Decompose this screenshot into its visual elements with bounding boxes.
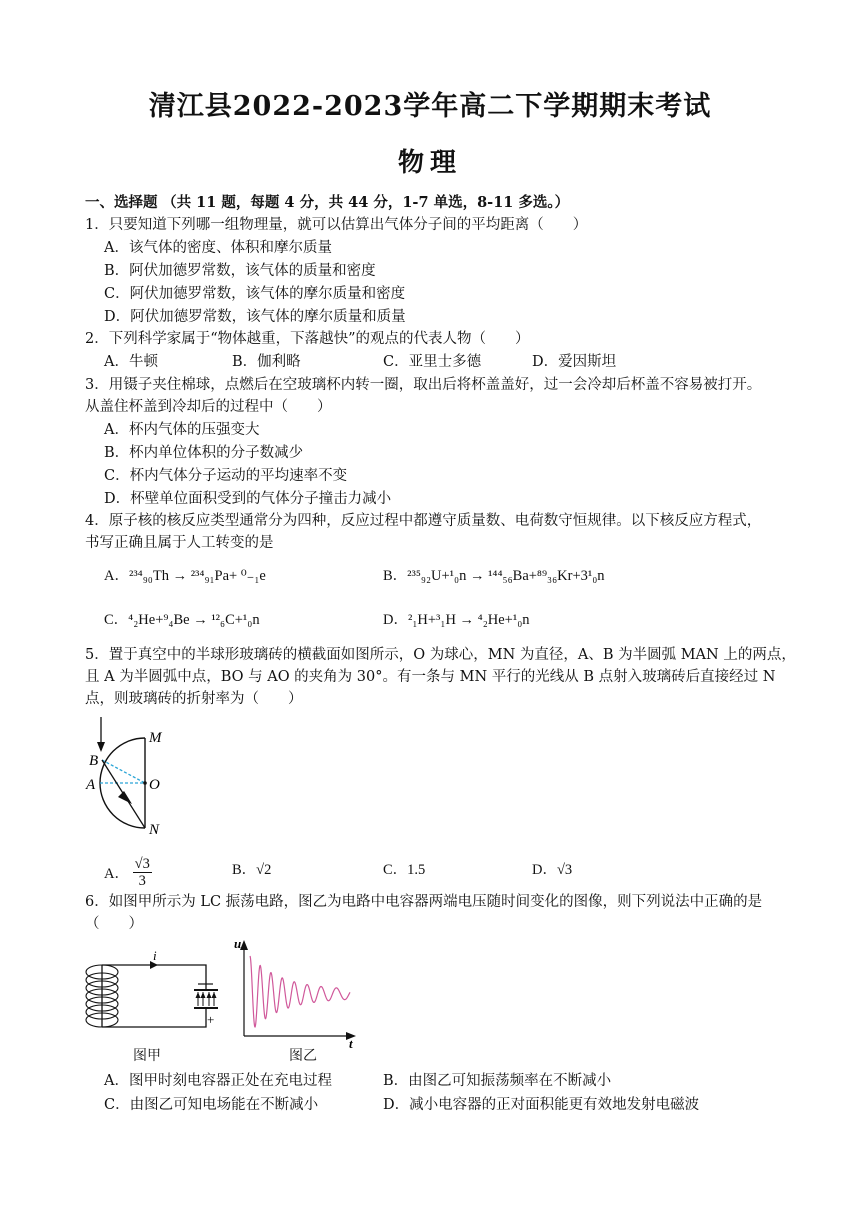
q3-option-c: C．杯内气体分子运动的平均速率不变 [104,468,348,484]
q5-option-c: C．1.5 [383,862,426,878]
q3-stem-line1: 3．用镊子夹住棉球，点燃后在空玻璃杯内转一圈，取出后将杯盖盖好，过一会冷却后杯盖不容易被打开。 [85,377,762,393]
q4-option-c-equation: ⁴₂He+⁹₄Be → ¹²₆C+¹₀n [128,612,260,628]
voltage-time-graph [232,936,362,1051]
label-o: O [149,777,160,793]
q3-option-d: D．杯壁单位面积受到的气体分子撞击力减小 [104,491,392,507]
q6-paren: （ ） [85,916,143,932]
q6-option-d: D．减小电容器的正对面积能更有效地发射电磁波 [383,1097,700,1113]
q4-option-d-label: D． [383,612,408,628]
q6-option-a: A．图甲时刻电容器正处在充电过程 [104,1073,332,1089]
lc-circuit-figure [82,950,227,1040]
q4-option-c-label: C． [104,612,129,628]
q6-option-c: C．由图乙可知电场能在不断减小 [104,1097,319,1113]
q5-stem-line1: 5．置于真空中的半球形玻璃砖的横截面如图所示，O 为球心，MN 为直径，A、B 为半圆弧 MAN 上的两点， [85,647,796,663]
exam-title: 清江县2022-2023学年高二下学期期末考试 [148,91,712,122]
q4-option-b [383,566,605,586]
arrow-icon [118,791,132,804]
q1-stem: 1．只要知道下列哪一组物理量，就可以估算出气体分子间的平均距离（ ） [85,217,588,233]
q1-option-d: D．阿伏加德罗常数，该气体的摩尔质量和质量 [104,309,406,325]
field-lines-icon [198,992,214,1006]
q4-option-d [383,610,530,630]
fraction [133,856,152,889]
q1-option-b: B．阿伏加德罗常数，该气体的质量和密度 [104,263,376,279]
q5-figure [80,712,190,842]
q2-option-b: B．伽利略 [232,354,301,370]
label-a: A [86,777,96,793]
dashed-line-bo [102,760,145,783]
q5-option-a-label: A． [104,865,129,882]
q4-option-a [104,566,266,586]
label-b: B [89,753,99,769]
q5-option-a [104,858,152,891]
arrow-down-icon [97,742,105,752]
q2-option-d: D．爱因斯坦 [532,354,617,370]
field-arrows-icon [196,992,217,998]
subject-title: 物理 [397,148,462,178]
plus-sign: + [207,1012,215,1027]
q6-option-b: B．由图乙可知振荡频率在不断减小 [383,1073,612,1089]
q1-option-a: A．该气体的密度、体积和摩尔质量 [104,240,332,256]
q5-stem-line2: 且 A 为半圆弧中点，BO 与 AO 的夹角为 30°。有一条与 MN 平行的光线从 B 点射入玻璃砖后直接经过 N [85,669,776,685]
q1-option-c: C．阿伏加德罗常数，该气体的摩尔质量和密度 [104,286,406,302]
damped-wave [250,956,350,1027]
label-m: M [149,730,162,746]
q2-option-c: C．亚里士多德 [383,354,482,370]
q4-option-a-equation: ²³⁴₉₀Th → ²³⁴₉₁Pa+ ⁰₋₁e [128,568,266,584]
q5-stem-line3: 点，则玻璃砖的折射率为（ ） [85,691,303,707]
q4-option-d-equation: ²₁H+³₁H → ⁴₂He+¹₀n [407,612,530,628]
center-point [143,781,147,785]
q4-stem-line1: 4．原子核的核反应类型通常分为四种，反应过程中都遵守质量数、电荷数守恒规律。以下核反应方程式， [85,513,762,529]
q4-option-b-equation: ²³⁵₉₂U+¹₀n → ¹⁴⁴₅₆Ba+⁸⁹₃₆Kr+3¹₀n [407,568,605,584]
q3-option-a: A．杯内气体的压强变大 [104,422,260,438]
fraction-numerator: √3 [134,856,150,872]
fraction-denominator: 3 [138,873,146,889]
q4-stem-line2: 书写正确且属于人工转变的是 [85,535,274,551]
q4-option-c [104,610,260,630]
label-i: i [153,948,157,963]
q4-option-a-label: A． [104,568,129,584]
q4-option-b-label: B． [383,568,408,584]
section-heading [85,193,569,213]
q3-option-b: B．杯内单位体积的分子数减少 [104,445,304,461]
q2-option-a: A．牛顿 [104,354,158,370]
figure-b-caption: 图乙 [289,1048,317,1064]
section-title: 一、选择题 [85,194,158,211]
q3-stem-line2: 从盖住杯盖到冷却后的过程中（ ） [85,399,332,415]
figure-a-caption: 图甲 [133,1048,161,1064]
section-note: （共 11 题，每题 4 分，共 44 分，1-7 单选，8-11 多选。） [162,194,570,211]
q6-stem: 6．如图甲所示为 LC 振荡电路，图乙为电路中电容器两端电压随时间变化的图像，则下列说法中正确的是 [85,894,763,910]
q5-option-b: B．√2 [232,862,272,878]
q2-stem: 2．下列科学家属于“物体越重，下落越快”的观点的代表人物（ ） [85,331,530,347]
label-n: N [149,822,160,838]
label-u: u [234,936,242,951]
label-t: t [349,1036,353,1051]
q5-option-d: D．√3 [532,862,573,878]
